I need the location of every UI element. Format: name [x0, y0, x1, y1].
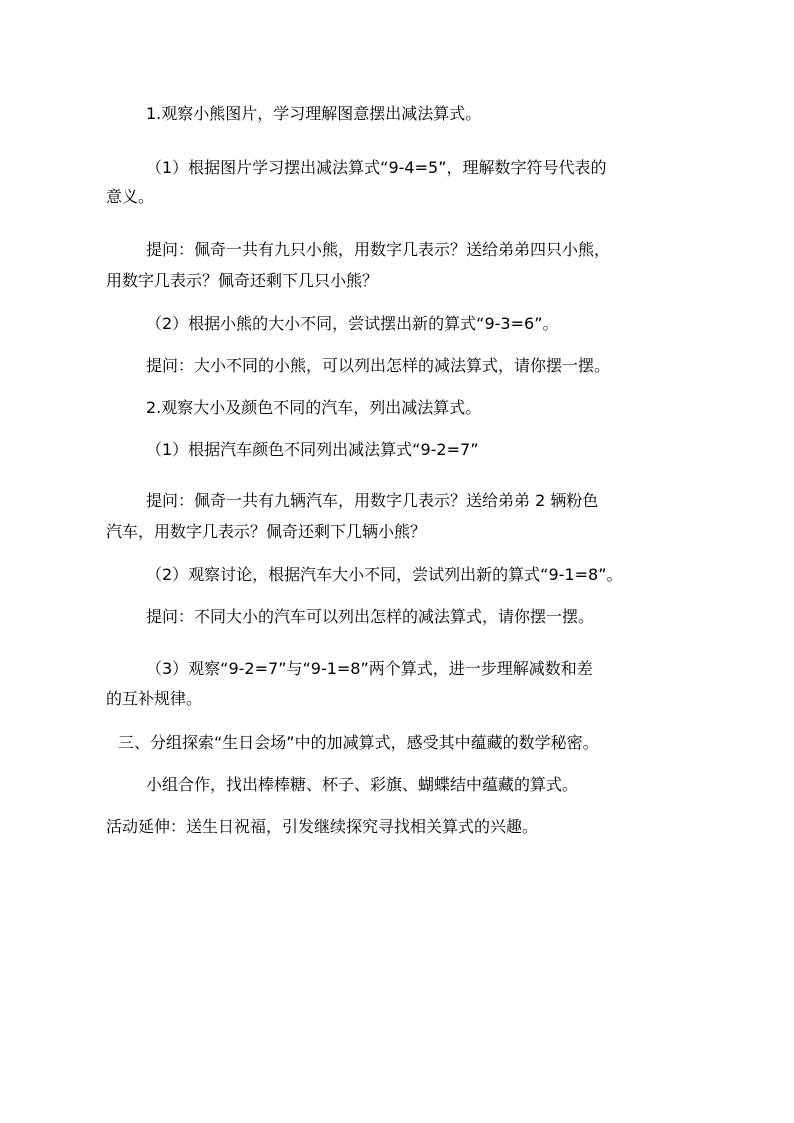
paragraph-line: 汽车，用数字几表示？佩奇还剩下几辆小熊？	[106, 522, 427, 541]
paragraph-line: 提问：佩奇一共有九只小熊，用数字几表示？送给弟弟四只小熊，	[146, 240, 611, 259]
paragraph-line: 小组合作，找出棒棒糖、杯子、彩旗、蝴蝶结中蕴藏的算式。	[146, 775, 579, 794]
paragraph-line: （2）观察讨论，根据汽车大小不同，尝试列出新的算式“9-1=8”。	[146, 565, 623, 584]
paragraph-line: 提问：佩奇一共有九辆汽车，用数字几表示？送给弟弟 2 辆粉色	[146, 491, 599, 510]
activity-extension-line: 活动延伸：送生日祝福，引发继续探究寻找相关算式的兴趣。	[106, 817, 539, 836]
paragraph-line: 的互补规律。	[106, 689, 203, 708]
paragraph-line: （1）根据图片学习摆出减法算式“9-4=5”，理解数字符号代表的	[146, 158, 607, 177]
section-heading-birthday: 三、分组探索“生日会场”中的加减算式，感受其中蕴藏的数学秘密。	[118, 733, 599, 752]
paragraph-line: 意义。	[106, 187, 155, 206]
section-heading-bear: 1.观察小熊图片，学习理解图意摆出减法算式。	[146, 104, 482, 123]
paragraph-line: 提问：大小不同的小熊，可以列出怎样的减法算式，请你摆一摆。	[146, 356, 611, 375]
section-heading-car: 2.观察大小及颜色不同的汽车，列出减法算式。	[146, 398, 482, 417]
paragraph-line: 提问：不同大小的汽车可以列出怎样的减法算式，请你摆一摆。	[146, 607, 595, 626]
paragraph-line: （3）观察“9-2=7”与“9-1=8”两个算式，进一步理解减数和差	[146, 659, 593, 678]
paragraph-line: 用数字几表示？佩奇还剩下几只小熊？	[106, 271, 379, 290]
paragraph-line: （1）根据汽车颜色不同列出减法算式“9-2=7”	[146, 440, 479, 459]
paragraph-line: （2）根据小熊的大小不同，尝试摆出新的算式“9-3=6”。	[146, 314, 559, 333]
